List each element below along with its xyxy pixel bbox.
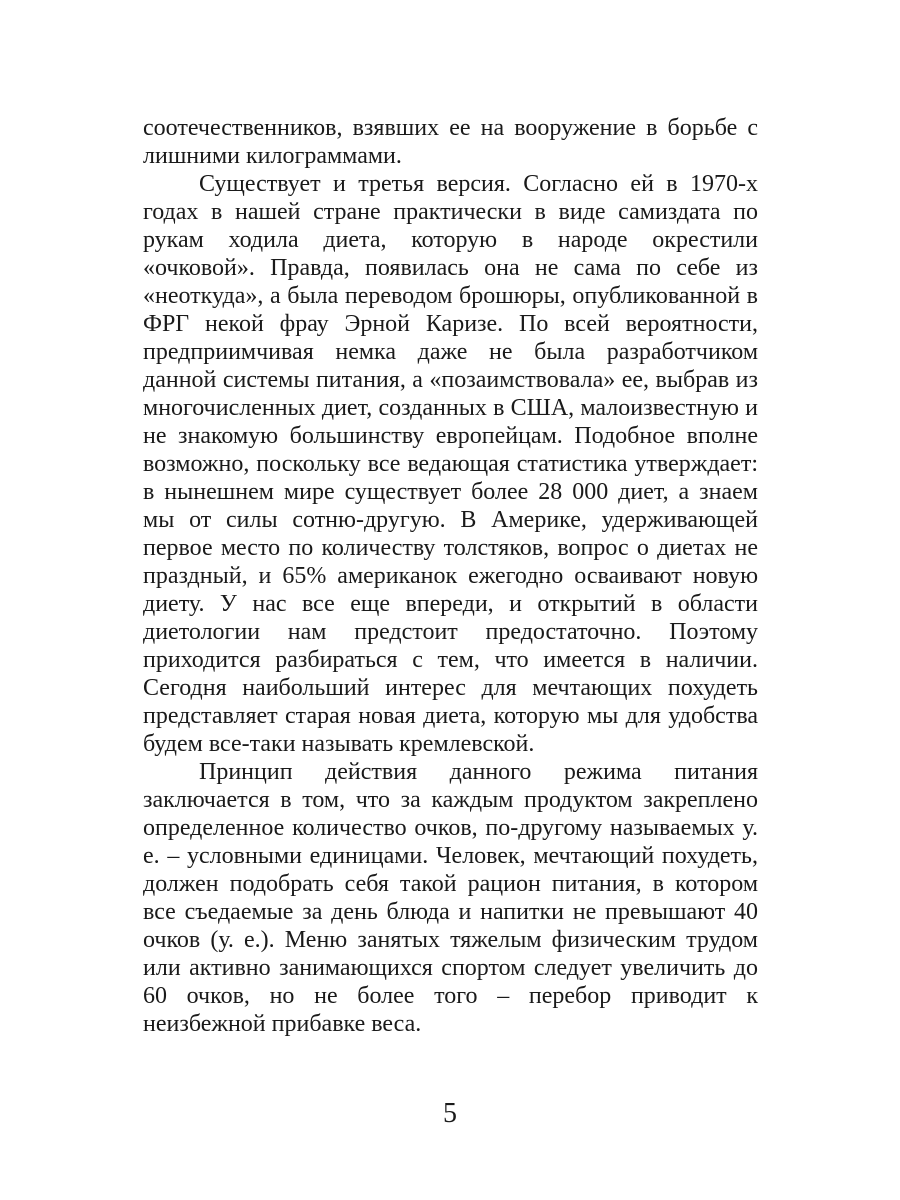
body-text: [143, 114, 758, 1038]
paragraph-continuation: соотечественников, взявших ее на вооружение в борьбе с лишними килограммами.: [143, 115, 758, 169]
paragraph-diet-principle: Принцип действия данного режима питания заключается в том, что за каждым продуктом закреплено определенное количество очков, по-другому называемых у. е. – условными единицами. Человек, мечтающий похудеть, должен подобрать себя такой рацион питания, в котором все съедаемые за день блюда и напитки не превышают 40 очков (у. е.). Меню занятых тяжелым физическим трудом или активно занимающихся спортом следует увеличить до 60 очков, но не более того – перебор приводит к неизбежной прибавке веса.: [143, 759, 758, 1037]
paragraph-third-version: Существует и третья версия. Согласно ей в 1970-х годах в нашей стране практически в виде самиздата по рукам ходила диета, которую в народе окрестили «очковой». Правда, появилась она не сама по себе из «неоткуда», а была переводом брошюры, опубликованной в ФРГ некой фрау Эрной Каризе. По всей вероятности, предприимчивая немка даже не была разработчиком данной системы питания, а «позаимствовала» ее, выбрав из многочисленных диет, созданных в США, малоизвестную и не знакомую большинству европейцам. Подобное вполне возможно, поскольку все ведающая статистика утверждает: в нынешнем мире существует более 28 000 диет, а знаем мы от силы сотню-другую. В Америке, удерживающей первое место по количеству толстяков, вопрос о диетах не праздный, и 65% американок ежегодно осваивают новую диету. У нас все еще впереди, и открытий в области диетологии нам предстоит предостаточно. Поэтому приходится разбираться с тем, что имеется в наличии. Сегодня наибольший интерес для мечтающих похудеть представляет старая новая диета, которую мы для удобства будем все-таки называть кремлевской.: [143, 171, 758, 757]
page-number: 5: [443, 1098, 457, 1129]
